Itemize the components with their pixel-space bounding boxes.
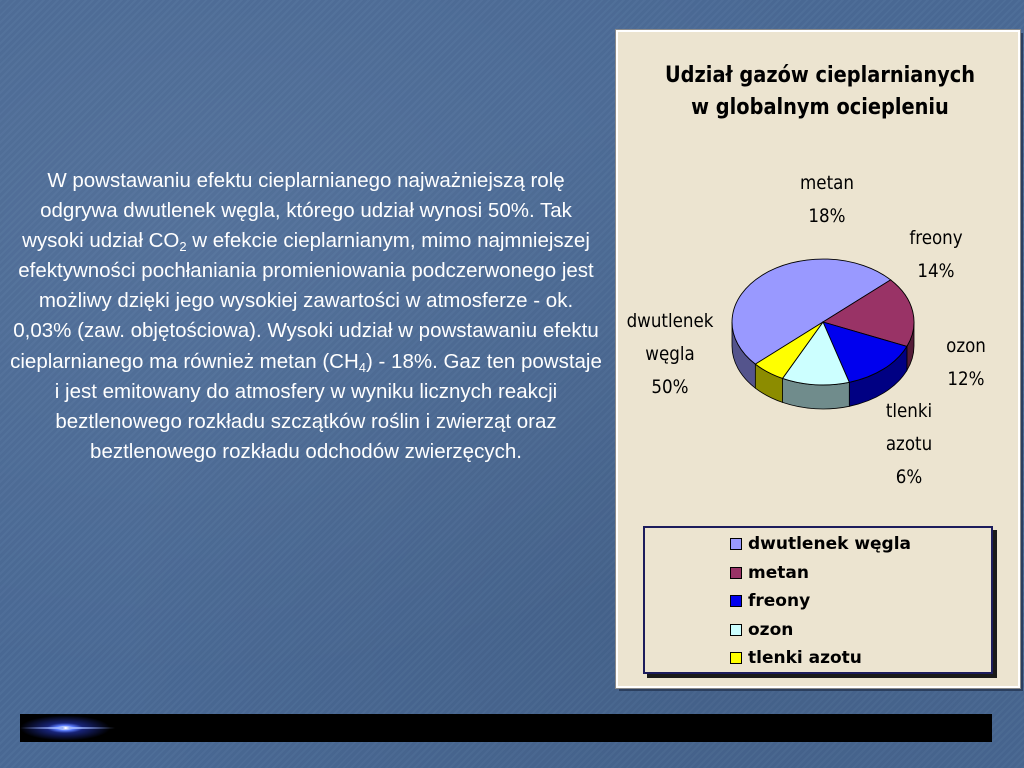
chart-panel (616, 30, 1020, 688)
legend-item (730, 618, 793, 642)
legend-swatch (730, 538, 742, 550)
slice-label-dwutlenek-węgla: 50% (651, 376, 689, 399)
ch4-subscript: 4 (358, 359, 367, 375)
legend-item (730, 589, 810, 613)
legend-swatch (730, 624, 742, 636)
body-text-part: ) - 18%. Gaz ten powstaje i jest emitowany do atmosfery w wyniku licznych reakcji beztlenowego rozkładu szczątków roślin i zwierząt oraz beztlenowego rozkładu odchodów zwierzęcych. (54, 349, 602, 463)
chart-legend (643, 526, 993, 674)
co2-subscript: 2 (179, 239, 187, 255)
slice-label-ozon: 12% (947, 368, 985, 391)
legend-label: tlenki azotu (748, 648, 862, 668)
chart-title-line-1: Udział gazów cieplarnianych (664, 63, 976, 88)
slide-body-text (8, 166, 604, 467)
slice-label-metan: metan (800, 172, 854, 195)
slice-label-tlenki-azotu: azotu (885, 433, 933, 456)
slice-label-dwutlenek-węgla: węgla (645, 343, 695, 366)
legend-swatch (730, 595, 742, 607)
slice-label-freony: 14% (917, 260, 955, 283)
body-text-part: W powstawaniu efektu cieplarnianego najważniejszą rolę odgrywa dwutlenek węgla, którego udział wynosi 50%. Tak wysoki udział CO (22, 169, 572, 253)
slice-label-ozon: ozon (946, 335, 986, 358)
slice-label-dwutlenek-węgla: dwutlenek (626, 310, 714, 333)
legend-item (730, 561, 809, 585)
slice-label-tlenki-azotu: tlenki (885, 400, 933, 423)
chart-title-line-2: w globalnym ociepleniu (691, 95, 949, 120)
legend-swatch (730, 567, 742, 579)
legend-label: dwutlenek węgla (748, 534, 912, 554)
slice-label-tlenki-azotu: 6% (895, 466, 923, 489)
pie-chart (618, 32, 1022, 512)
legend-item (730, 532, 911, 556)
body-text-part: w efekcie cieplarnianym, mimo najmniejszej efektywności pochłaniania promieniowania podczerwonego jest możliwy dzięki jego wysokiej zawartości w atmosferze - ok. 0,03% (zaw. objętościowa). Wysoki udział w powstawaniu efektu cieplarnianego ma również metan (CH (10, 229, 599, 373)
footer-bar (20, 714, 992, 742)
light-flare-line (20, 727, 115, 729)
legend-label: metan (748, 562, 809, 583)
legend-item (730, 646, 862, 670)
legend-label: freony (748, 591, 811, 611)
legend-label: ozon (748, 619, 794, 640)
legend-swatch (730, 652, 742, 664)
slice-label-freony: freony (909, 227, 963, 250)
slice-label-metan: 18% (808, 205, 846, 228)
